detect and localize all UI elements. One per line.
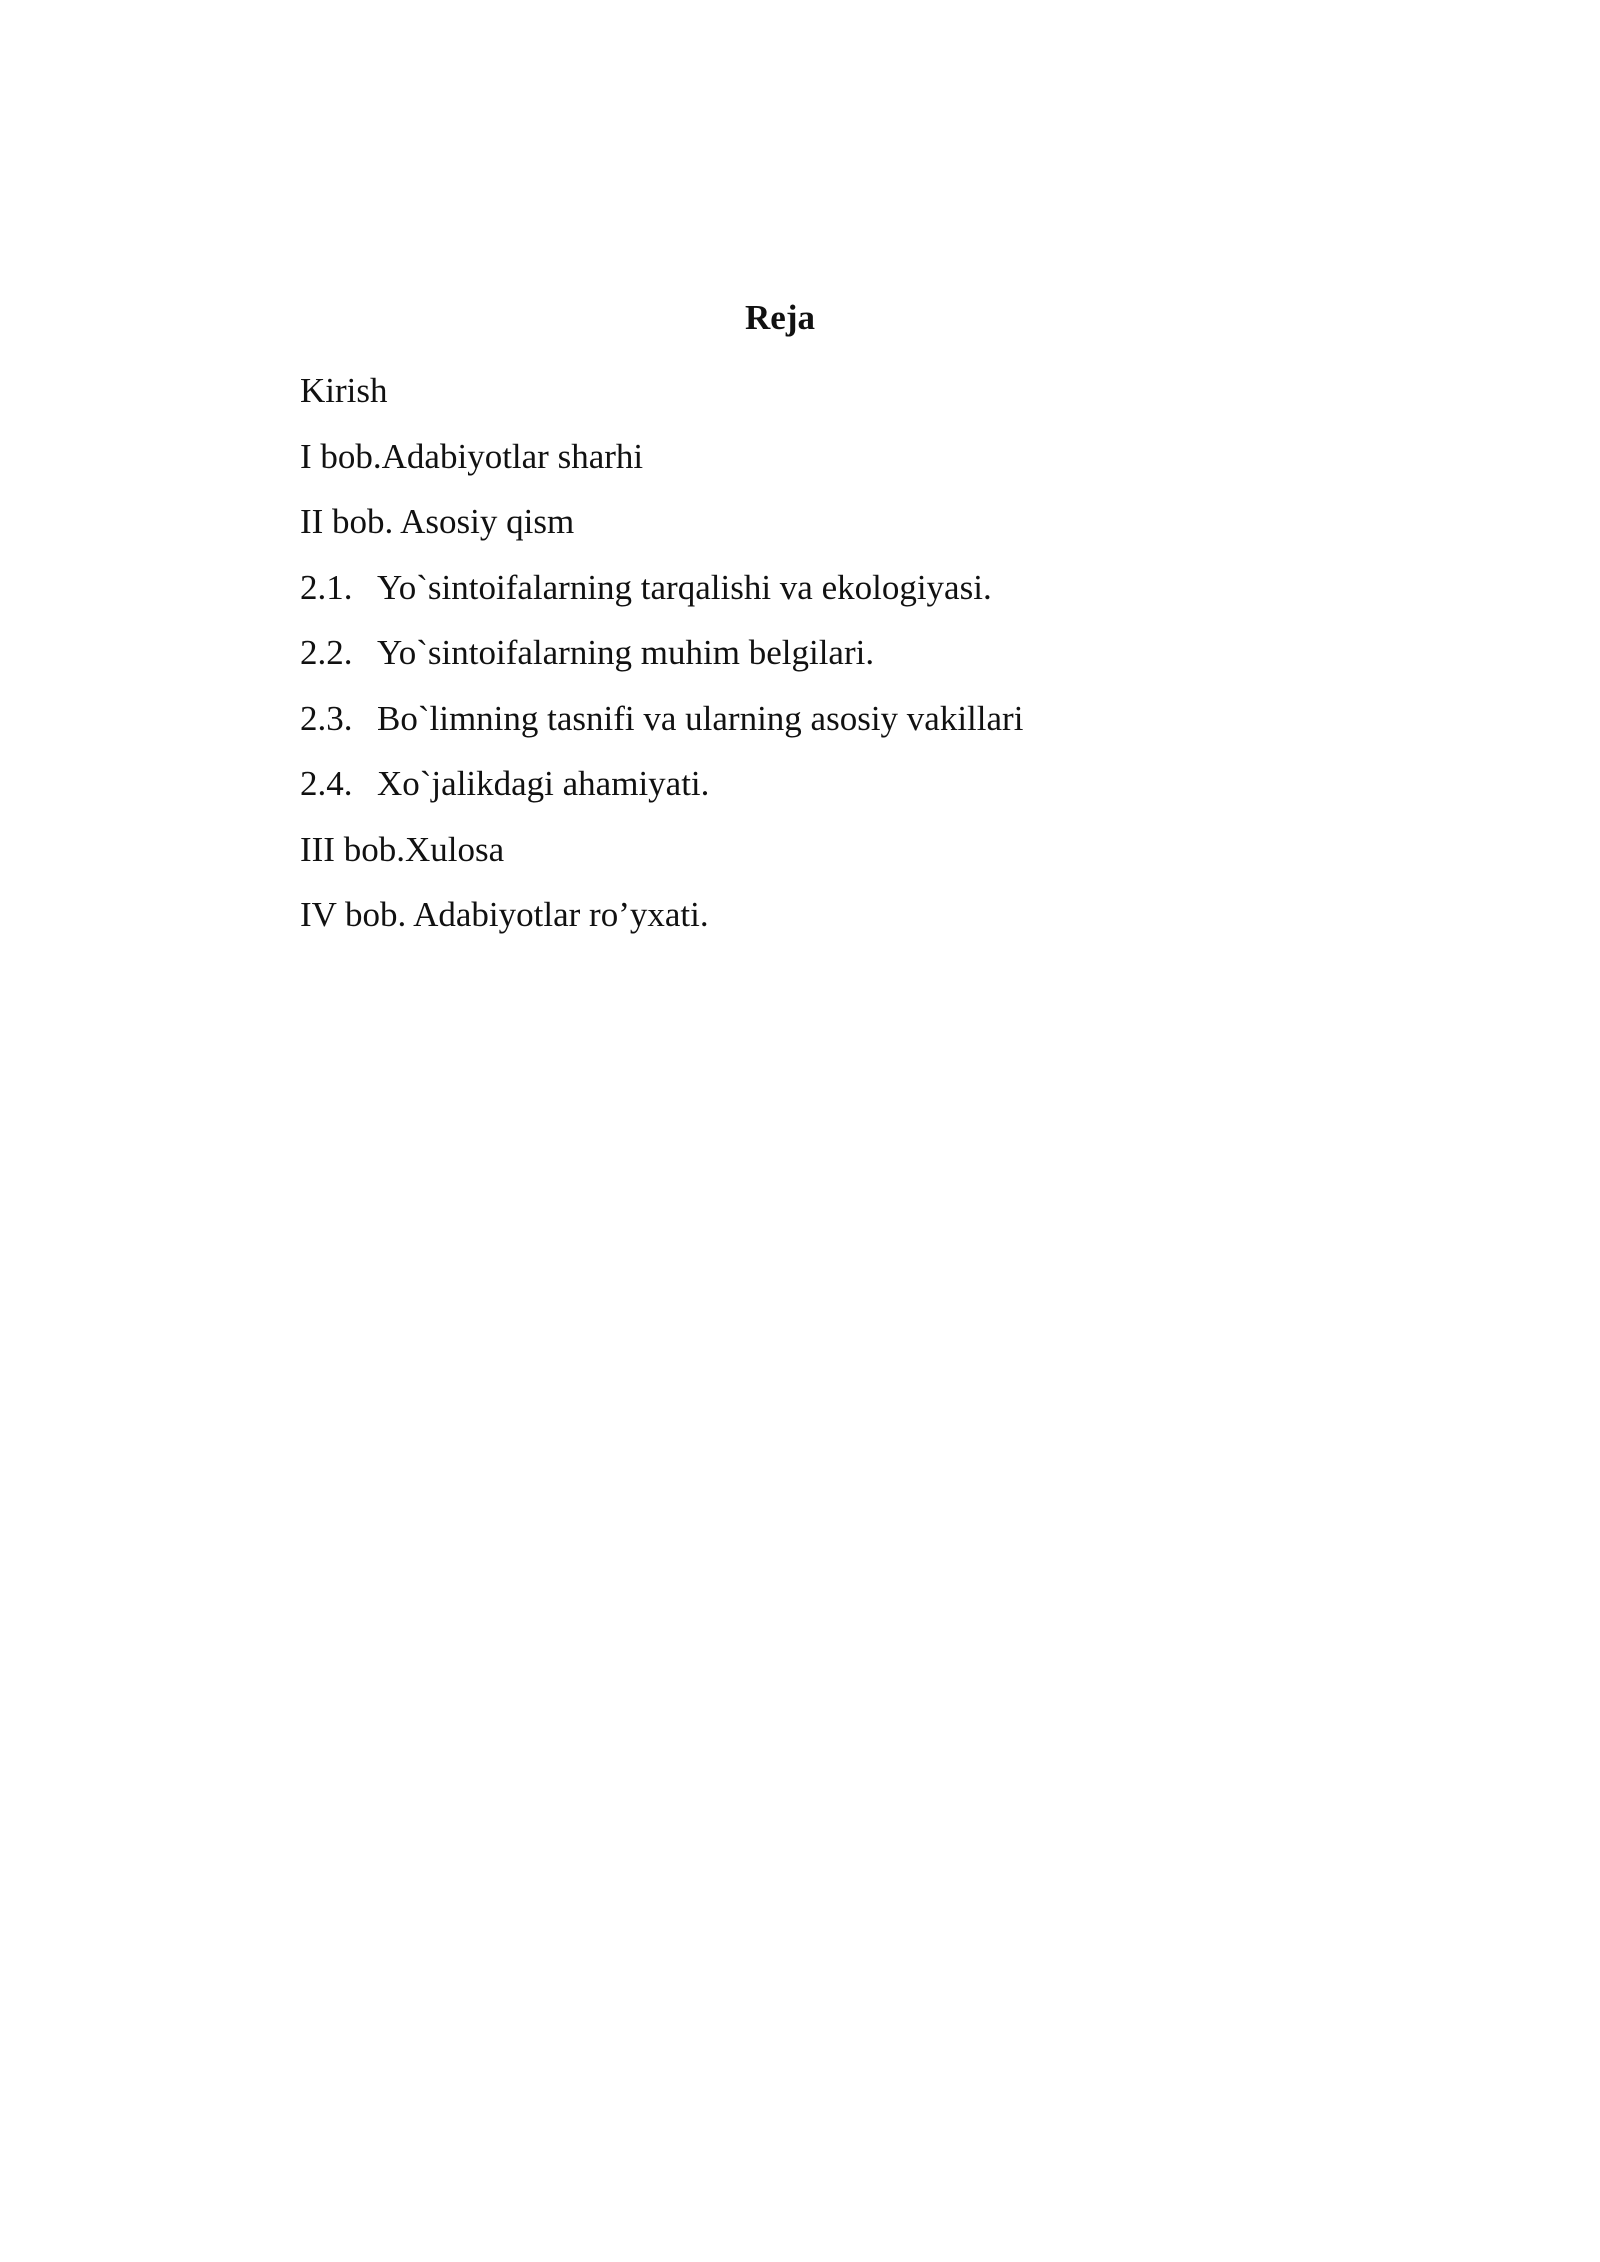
plan-item-number: 2.2. xyxy=(300,633,353,672)
plan-item-chapter-3 xyxy=(300,817,1400,883)
plan-item-text: Yo`sintoifalarning tarqalishi va ekologiyasi. xyxy=(377,567,992,607)
plan-item-text: IV bob. Adabiyotlar ro’yxati. xyxy=(300,895,709,934)
plan-item-text: Xo`jalikdagi ahamiyati. xyxy=(377,764,710,803)
plan-item-text: Bo`limning tasnifi va ularning asosiy vakillari xyxy=(377,698,1024,738)
plan-list xyxy=(300,358,1400,948)
plan-item-text: I bob.Adabiyotlar sharhi xyxy=(300,436,644,476)
plan-item-text: Yo`sintoifalarning muhim belgilari. xyxy=(377,633,875,672)
plan-item-chapter-2 xyxy=(300,489,1400,555)
page-title: Reja xyxy=(745,298,815,337)
plan-item-chapter-4 xyxy=(300,882,1400,948)
plan-item-2-4 xyxy=(300,751,1400,817)
plan-item-2-1 xyxy=(300,555,1400,621)
plan-item-number: 2.1. xyxy=(300,567,353,607)
plan-item-number: 2.3. xyxy=(300,698,353,738)
plan-item-text: Kirish xyxy=(300,371,388,410)
plan-item-2-3 xyxy=(300,686,1400,752)
plan-item-chapter-1 xyxy=(300,424,1400,490)
plan-item-2-2 xyxy=(300,620,1400,686)
plan-item-number: 2.4. xyxy=(300,764,353,803)
plan-item-text: II bob. Asosiy qism xyxy=(300,502,575,541)
plan-item-kirish xyxy=(300,358,1400,424)
plan-item-text: III bob.Xulosa xyxy=(300,829,505,869)
